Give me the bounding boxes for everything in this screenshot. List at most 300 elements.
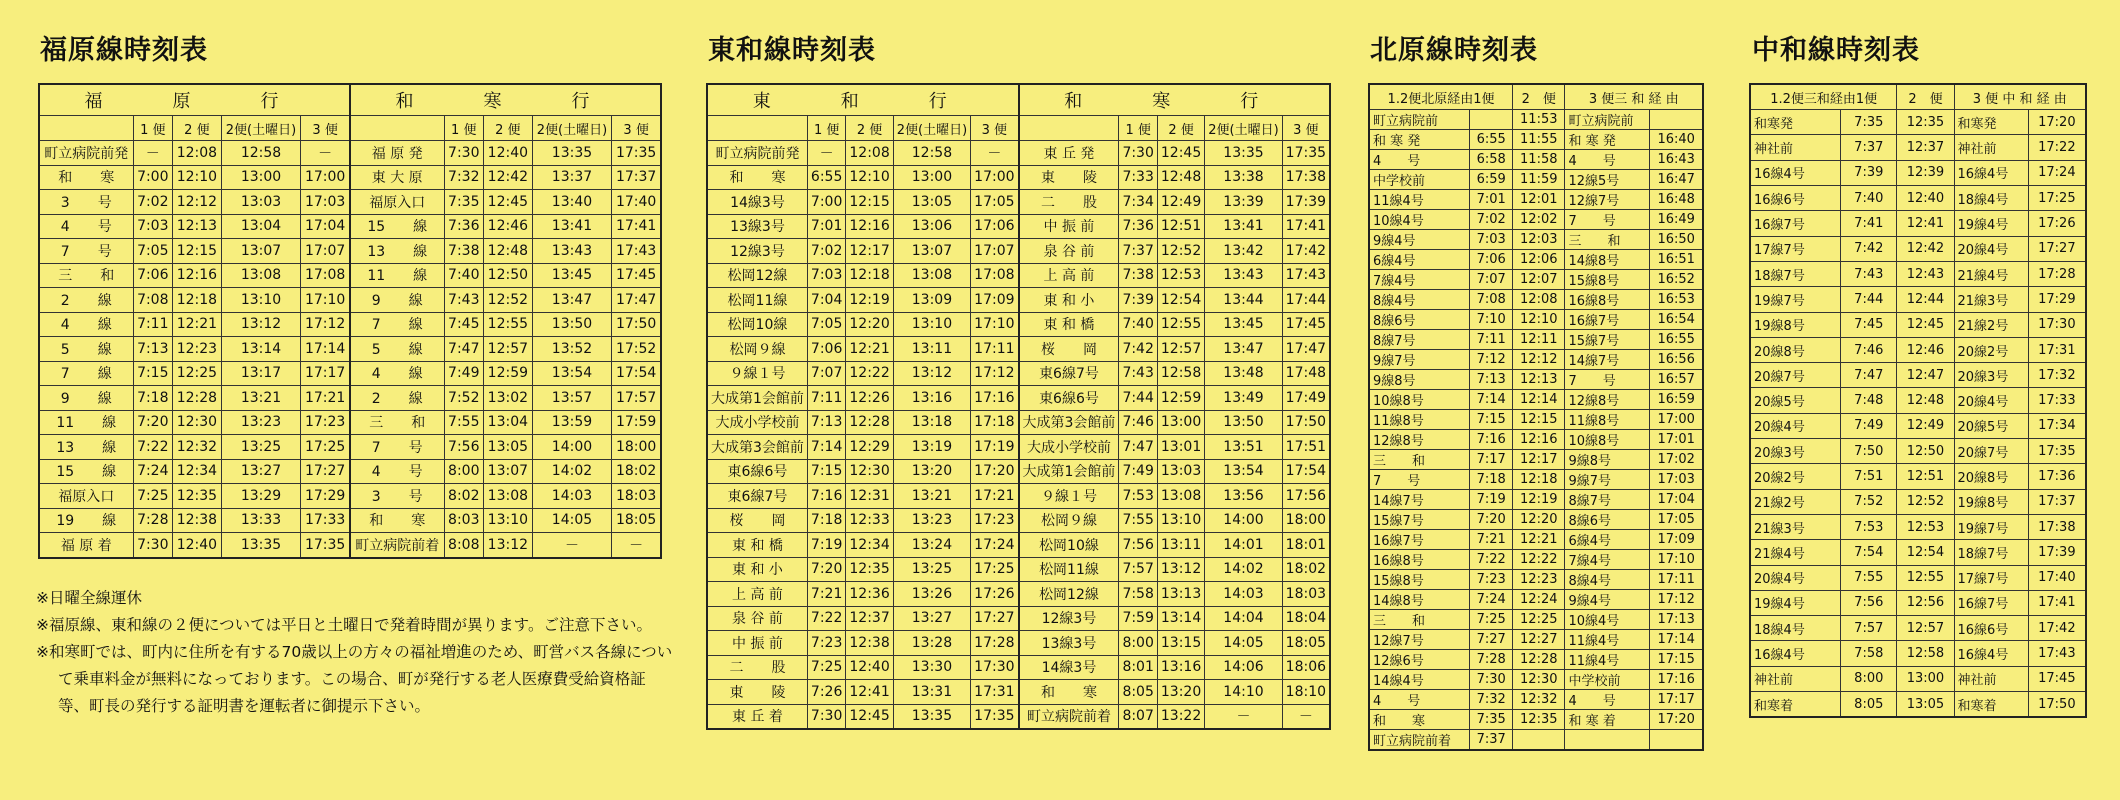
stop-name: 11線8号: [1369, 410, 1470, 430]
time-cell: 17:28: [2028, 261, 2086, 286]
time-cell: 13:13: [1157, 582, 1204, 607]
time-cell: 12:29: [846, 435, 893, 460]
stop-name: 9線7号: [1369, 350, 1470, 370]
table-row: [1369, 530, 1703, 550]
time-cell: 18:04: [1282, 606, 1330, 631]
table-row: [1369, 270, 1703, 290]
time-cell: 13:20: [1157, 680, 1204, 705]
time-cell: 13:14: [1157, 606, 1204, 631]
stop-name: 7 号: [1565, 210, 1650, 230]
table-row: [1369, 150, 1703, 170]
time-cell: 16:43: [1650, 150, 1703, 170]
time-cell: 7:40: [444, 263, 484, 288]
time-cell: 7:24: [1470, 590, 1513, 610]
stop-name: 和 寒: [1369, 710, 1470, 730]
table-row: [1750, 514, 2086, 539]
stop-name: 中 振 前: [1019, 214, 1119, 239]
stop-name: 17線7号: [1750, 236, 1841, 261]
time-cell: 11:53: [1513, 110, 1565, 130]
time-cell: 17:56: [1282, 484, 1330, 509]
fukuhara-timetable: [38, 83, 662, 559]
table-row: [39, 141, 661, 166]
table-row: [1750, 692, 2086, 718]
time-cell: 13:01: [1157, 435, 1204, 460]
time-cell: 13:48: [1205, 361, 1282, 386]
time-cell: 12:12: [1513, 350, 1565, 370]
time-cell: 7:53: [1119, 484, 1157, 509]
time-cell: 13:08: [893, 263, 970, 288]
note-sunday: ※日曜全線運休: [36, 589, 142, 607]
time-cell: 7:59: [1119, 606, 1157, 631]
time-cell: 13:00: [1897, 666, 1954, 691]
stop-name: ９線１号: [1019, 484, 1119, 509]
time-cell: 7:43: [1841, 261, 1897, 286]
time-cell: 13:05: [893, 190, 970, 215]
time-cell: 12:06: [1513, 250, 1565, 270]
time-cell: 17:05: [971, 190, 1019, 215]
stop-name: 東 陵: [1019, 165, 1119, 190]
time-cell: 12:08: [173, 141, 222, 166]
time-cell: 13:03: [221, 190, 301, 215]
time-cell: 7:08: [1470, 290, 1513, 310]
stop-name: 町立病院前着: [350, 533, 444, 558]
time-cell: 13:39: [1205, 190, 1282, 215]
table-row: [39, 484, 661, 509]
stop-name: 松岡12線: [707, 263, 807, 288]
time-cell: 13:47: [1205, 337, 1282, 362]
time-cell: 7:18: [807, 508, 845, 533]
time-cell: 17:47: [1282, 337, 1330, 362]
stop-name: 16線6号: [1954, 616, 2028, 641]
time-cell: 8:08: [444, 533, 484, 558]
table-row: [707, 508, 1330, 533]
time-cell: 7:45: [444, 312, 484, 337]
time-cell: 7:17: [1470, 450, 1513, 470]
time-cell: 13:12: [893, 361, 970, 386]
time-cell: 7:24: [133, 459, 173, 484]
time-cell: 17:31: [971, 680, 1019, 705]
time-cell: 7:12: [1470, 350, 1513, 370]
time-cell: 12:35: [173, 484, 222, 509]
time-cell: 12:40: [484, 141, 533, 166]
stop-name: 7 線: [350, 312, 444, 337]
stop-name: 7 線: [39, 361, 133, 386]
time-cell: 18:03: [612, 484, 661, 509]
time-cell: 17:17: [1650, 690, 1703, 710]
stop-name: 12線7号: [1369, 630, 1470, 650]
time-cell: 13:37: [532, 165, 612, 190]
time-cell: 12:22: [1513, 550, 1565, 570]
time-cell: 17:28: [971, 631, 1019, 656]
time-cell: 7:21: [807, 582, 845, 607]
stop-name: 泉 谷 前: [1019, 239, 1119, 264]
time-cell: 7:50: [1841, 439, 1897, 464]
stop-name: 和寒発: [1750, 110, 1841, 135]
table-row: [39, 459, 661, 484]
time-cell: 7:30: [807, 704, 845, 729]
note-free-fare: ※和寒町では、町内に住所を有する70歳以上の方々の福祉増進のため、町営バス各線について乗車料金が無料になっております。この場合、町が発行する老人医療費受給資格証等、町長の発行する証明書を運転者に御提示下さい。: [36, 643, 673, 715]
time-cell: 16:56: [1650, 350, 1703, 370]
time-cell: 17:32: [2028, 363, 2086, 388]
time-cell: 7:57: [1119, 557, 1157, 582]
time-cell: 16:57: [1650, 370, 1703, 390]
time-cell: 12:55: [1157, 312, 1204, 337]
time-cell: 12:30: [1513, 670, 1565, 690]
time-cell: 13:49: [1205, 386, 1282, 411]
time-cell: 12:51: [1157, 214, 1204, 239]
stop-name: 5 線: [39, 337, 133, 362]
stop-name: 5 線: [350, 337, 444, 362]
time-cell: 17:52: [612, 337, 661, 362]
time-cell: 7:47: [444, 337, 484, 362]
time-cell: 13:10: [221, 288, 301, 313]
time-cell: 12:34: [846, 533, 893, 558]
table-row: [39, 288, 661, 313]
time-cell: 12:19: [846, 288, 893, 313]
stop-name: 中学校前: [1565, 670, 1650, 690]
time-cell: 12:21: [846, 337, 893, 362]
table-row: [1750, 236, 2086, 261]
time-cell: 7:19: [807, 533, 845, 558]
time-cell: 17:34: [2028, 413, 2086, 438]
time-cell: 13:45: [1205, 312, 1282, 337]
stop-name: 大成小学校前: [707, 410, 807, 435]
time-cell: 7:13: [133, 337, 173, 362]
stop-name: 東 陵: [707, 680, 807, 705]
time-cell: 7:52: [1841, 489, 1897, 514]
towa-timetable: [706, 83, 1331, 730]
time-cell: 18:02: [612, 459, 661, 484]
stop-name: 神社前: [1750, 135, 1841, 160]
stop-name: 7 号: [39, 239, 133, 264]
stop-name: 11線4号: [1565, 630, 1650, 650]
time-cell: 12:57: [1897, 616, 1954, 641]
stop-name: 和寒着: [1750, 692, 1841, 718]
time-cell: 17:14: [1650, 630, 1703, 650]
time-cell: 14:04: [1205, 606, 1282, 631]
time-cell: 14:01: [1205, 533, 1282, 558]
time-cell: 7:35: [444, 190, 484, 215]
time-cell: 16:49: [1650, 210, 1703, 230]
time-cell: 13:00: [221, 165, 301, 190]
stop-name: 16線7号: [1954, 590, 2028, 615]
time-cell: 8:05: [1119, 680, 1157, 705]
notes: [36, 585, 676, 720]
column-header: 2 便: [484, 116, 533, 141]
stop-name: 上 高 前: [1019, 263, 1119, 288]
time-cell: 7:42: [1841, 236, 1897, 261]
time-cell: 17:10: [1650, 550, 1703, 570]
time-cell: 17:13: [1650, 610, 1703, 630]
stop-name: 中 振 前: [707, 631, 807, 656]
table-row: [707, 582, 1330, 607]
time-cell: 12:46: [1897, 337, 1954, 362]
time-cell: 16:52: [1650, 270, 1703, 290]
time-cell: 17:05: [1650, 510, 1703, 530]
time-cell: 17:35: [2028, 439, 2086, 464]
time-cell: 12:57: [484, 337, 533, 362]
column-header: 2 便: [173, 116, 222, 141]
time-cell: 12:13: [1513, 370, 1565, 390]
time-cell: 7:03: [807, 263, 845, 288]
stop-name: 6線4号: [1369, 250, 1470, 270]
stop-name: 上 高 前: [707, 582, 807, 607]
table-row: [1369, 510, 1703, 530]
time-cell: 7:11: [133, 312, 173, 337]
time-cell: 7:52: [444, 386, 484, 411]
table-row: [39, 410, 661, 435]
time-cell: 17:30: [2028, 312, 2086, 337]
time-cell: 12:48: [1897, 388, 1954, 413]
time-cell: 7:44: [1119, 386, 1157, 411]
time-cell: 13:23: [893, 508, 970, 533]
column-header: 2 便: [1157, 116, 1204, 141]
time-cell: 12:30: [846, 459, 893, 484]
time-cell: 13:28: [893, 631, 970, 656]
time-cell: 7:39: [1841, 160, 1897, 185]
table-row: [1750, 363, 2086, 388]
time-cell: 12:57: [1157, 337, 1204, 362]
stop-name: 9線8号: [1369, 370, 1470, 390]
time-cell: 13:42: [1205, 239, 1282, 264]
column-header: 2便(土曜日): [1205, 116, 1282, 141]
time-cell: 12:28: [173, 386, 222, 411]
time-cell: 17:35: [301, 533, 350, 558]
table-row: [1750, 590, 2086, 615]
time-cell: 13:40: [532, 190, 612, 215]
time-cell: 7:36: [444, 214, 484, 239]
stop-name: 東 和 橋: [707, 533, 807, 558]
time-cell: 13:35: [532, 141, 612, 166]
time-cell: 17:09: [971, 288, 1019, 313]
stop-name: 15線8号: [1369, 570, 1470, 590]
table-row: [707, 288, 1330, 313]
time-cell: 13:47: [532, 288, 612, 313]
table-row: [1750, 312, 2086, 337]
time-cell: 12:12: [173, 190, 222, 215]
time-cell: 12:56: [1897, 590, 1954, 615]
stop-name: 19線4号: [1954, 211, 2028, 236]
stop-name: 和 寒 発: [1565, 130, 1650, 150]
table-row: [1369, 430, 1703, 450]
time-cell: 8:03: [444, 508, 484, 533]
time-cell: 17:24: [2028, 160, 2086, 185]
time-cell: 13:07: [221, 239, 301, 264]
time-cell: 14:02: [1205, 557, 1282, 582]
time-cell: 18:06: [1282, 655, 1330, 680]
stop-name: 和 寒: [1019, 680, 1119, 705]
table-row: [1369, 410, 1703, 430]
time-cell: 17:54: [1282, 459, 1330, 484]
table-row: [1369, 590, 1703, 610]
stop-name: 18線4号: [1954, 186, 2028, 211]
table-row: [707, 459, 1330, 484]
kitahara-timetable: [1368, 83, 1704, 751]
stop-name: 松岡10線: [707, 312, 807, 337]
stop-name: 9 線: [350, 288, 444, 313]
table-row: [1369, 130, 1703, 150]
time-cell: 13:04: [221, 214, 301, 239]
column-header: 2 便: [1897, 84, 1954, 110]
column-header: [1019, 116, 1119, 141]
time-cell: 6:55: [807, 165, 845, 190]
time-cell: 12:52: [484, 288, 533, 313]
time-cell: 7:30: [444, 141, 484, 166]
time-cell: 12:55: [1897, 565, 1954, 590]
table-row: [1369, 230, 1703, 250]
stop-name: 東 和 小: [1019, 288, 1119, 313]
time-cell: 7:47: [1119, 435, 1157, 460]
table-row: [1369, 690, 1703, 710]
time-cell: [1513, 730, 1565, 751]
time-cell: 7:20: [807, 557, 845, 582]
time-cell: 17:42: [2028, 616, 2086, 641]
time-cell: 7:25: [133, 484, 173, 509]
stop-name: 和 寒: [707, 165, 807, 190]
time-cell: 7:33: [1119, 165, 1157, 190]
time-cell: 17:11: [1650, 570, 1703, 590]
stop-name: 東 和 橋: [1019, 312, 1119, 337]
stop-name: 6線4号: [1565, 530, 1650, 550]
time-cell: 17:41: [612, 214, 661, 239]
time-cell: 12:50: [1897, 439, 1954, 464]
time-cell: 12:15: [1513, 410, 1565, 430]
stop-name: 12線7号: [1565, 190, 1650, 210]
time-cell: 12:58: [221, 141, 301, 166]
time-cell: 7:40: [1841, 186, 1897, 211]
time-cell: 13:31: [893, 680, 970, 705]
time-cell: 17:01: [1650, 430, 1703, 450]
stop-name: 二 股: [1019, 190, 1119, 215]
time-cell: 17:50: [1282, 410, 1330, 435]
time-cell: 12:23: [173, 337, 222, 362]
table-row: [707, 337, 1330, 362]
table-row: [1369, 550, 1703, 570]
time-cell: 13:11: [893, 337, 970, 362]
stop-name: 松岡11線: [707, 288, 807, 313]
time-cell: 12:19: [1513, 490, 1565, 510]
time-cell: 12:51: [1897, 464, 1954, 489]
direction-header: 福 原 行: [39, 84, 350, 116]
time-cell: 7:06: [807, 337, 845, 362]
time-cell: 6:59: [1470, 170, 1513, 190]
time-cell: [1650, 110, 1703, 130]
time-cell: 12:58: [893, 141, 970, 166]
table-row: [1369, 610, 1703, 630]
column-header: 3 便: [612, 116, 661, 141]
time-cell: 7:14: [807, 435, 845, 460]
time-cell: 13:21: [893, 484, 970, 509]
time-cell: 16:48: [1650, 190, 1703, 210]
table-row: [707, 312, 1330, 337]
time-cell: 12:24: [1513, 590, 1565, 610]
time-cell: 7:49: [444, 361, 484, 386]
stop-name: 20線4号: [1750, 565, 1841, 590]
stop-name: 10線8号: [1565, 430, 1650, 450]
time-cell: －: [133, 141, 173, 166]
time-cell: 17:59: [612, 410, 661, 435]
stop-name: [1565, 730, 1650, 751]
stop-name: 16線4号: [1954, 160, 2028, 185]
time-cell: 6:58: [1470, 150, 1513, 170]
time-cell: 17:09: [1650, 530, 1703, 550]
time-cell: 7:47: [1841, 363, 1897, 388]
time-cell: 17:00: [301, 165, 350, 190]
time-cell: 13:50: [532, 312, 612, 337]
stop-name: 12線5号: [1565, 170, 1650, 190]
time-cell: 17:12: [971, 361, 1019, 386]
time-cell: 17:45: [612, 263, 661, 288]
time-cell: 12:35: [1513, 710, 1565, 730]
time-cell: 17:49: [1282, 386, 1330, 411]
time-cell: －: [971, 141, 1019, 166]
stop-name: 中学校前: [1369, 170, 1470, 190]
column-header: 3 便三 和 経 由: [1565, 84, 1703, 110]
time-cell: 17:33: [301, 508, 350, 533]
time-cell: 13:56: [1205, 484, 1282, 509]
stop-name: 10線4号: [1369, 210, 1470, 230]
time-cell: 7:27: [1470, 630, 1513, 650]
time-cell: 7:25: [807, 655, 845, 680]
table-row: [1750, 439, 2086, 464]
time-cell: 12:02: [1513, 210, 1565, 230]
time-cell: 13:25: [893, 557, 970, 582]
time-cell: 12:26: [846, 386, 893, 411]
time-cell: 7:20: [133, 410, 173, 435]
stop-name: 和 寒 発: [1369, 130, 1470, 150]
time-cell: 17:35: [1282, 141, 1330, 166]
kitahara-title: 北原線時刻表: [1370, 35, 1538, 66]
table-row: [39, 190, 661, 215]
table-row: [1750, 337, 2086, 362]
time-cell: 12:25: [173, 361, 222, 386]
time-cell: 12:45: [1897, 312, 1954, 337]
stop-name: 14線3号: [1019, 655, 1119, 680]
table-row: [1369, 390, 1703, 410]
time-cell: 12:16: [846, 214, 893, 239]
stop-name: 9線4号: [1369, 230, 1470, 250]
stop-name: 松岡９線: [707, 337, 807, 362]
time-cell: 13:06: [893, 214, 970, 239]
stop-name: 東6線6号: [707, 459, 807, 484]
time-cell: 7:08: [133, 288, 173, 313]
table-row: [707, 214, 1330, 239]
time-cell: 16:51: [1650, 250, 1703, 270]
time-cell: 7:16: [1470, 430, 1513, 450]
table-row: [1369, 370, 1703, 390]
time-cell: 17:41: [2028, 590, 2086, 615]
time-cell: 17:35: [612, 141, 661, 166]
time-cell: 13:21: [221, 386, 301, 411]
stop-name: 町立病院前着: [1369, 730, 1470, 751]
table-row: [1369, 670, 1703, 690]
time-cell: 12:21: [1513, 530, 1565, 550]
table-row: [1369, 170, 1703, 190]
time-cell: 12:17: [846, 239, 893, 264]
stop-name: 14線3号: [707, 190, 807, 215]
time-cell: 12:42: [484, 165, 533, 190]
stop-name: 13 線: [39, 435, 133, 460]
stop-name: 三 和: [1369, 610, 1470, 630]
table-row: [39, 337, 661, 362]
time-cell: 12:45: [1157, 141, 1204, 166]
time-cell: 14:06: [1205, 655, 1282, 680]
table-row: [707, 704, 1330, 729]
time-cell: 12:31: [846, 484, 893, 509]
time-cell: 12:38: [846, 631, 893, 656]
time-cell: 17:41: [1282, 214, 1330, 239]
time-cell: 13:27: [221, 459, 301, 484]
